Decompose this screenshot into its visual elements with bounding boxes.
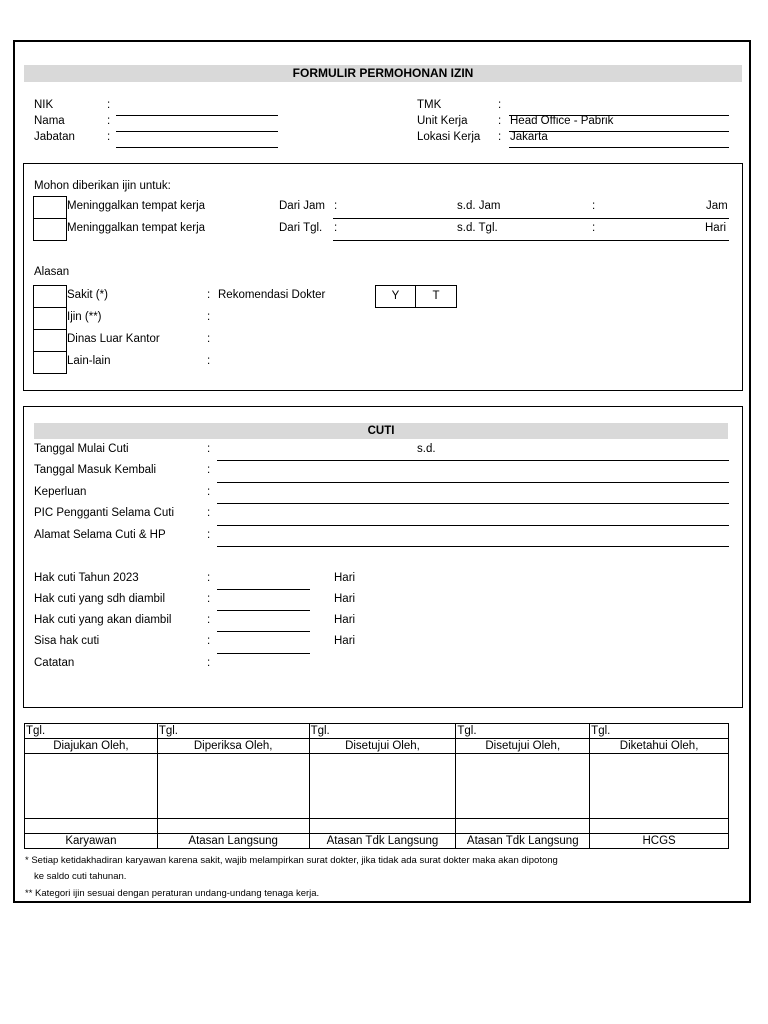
tgl-cell[interactable]: Tgl. <box>157 724 309 739</box>
table-row <box>25 834 729 849</box>
name-cell[interactable] <box>590 819 729 834</box>
sig-header: Disetujui Oleh, <box>456 739 590 754</box>
colon: : <box>107 99 111 111</box>
dari-jam-label: Dari Jam <box>279 200 326 212</box>
jam-range-field[interactable] <box>333 218 729 219</box>
nik-label: NIK <box>34 99 54 111</box>
colon: : <box>498 131 502 143</box>
sig-header: Disetujui Oleh, <box>309 739 456 754</box>
alasan-label: Alasan <box>34 266 70 278</box>
nik-field[interactable] <box>116 115 278 116</box>
colon: : <box>207 635 211 647</box>
rekomendasi-yes[interactable]: Y <box>375 285 416 308</box>
hak-cuti-label: Hak cuti Tahun 2023 <box>34 572 139 584</box>
name-cell[interactable] <box>25 819 158 834</box>
hari-label: Hari <box>334 614 356 626</box>
hak-cuti-akan-field[interactable] <box>217 631 310 632</box>
nama-label: Nama <box>34 115 65 127</box>
name-cell[interactable] <box>157 819 309 834</box>
note-1-continued: ke saldo cuti tahunan. <box>34 871 127 882</box>
signature-table <box>24 723 729 849</box>
jam-unit: Jam <box>706 200 728 212</box>
colon: : <box>498 115 502 127</box>
sd-tgl-label: s.d. Tgl. <box>457 222 498 234</box>
cuti-field-label: Tanggal Masuk Kembali <box>34 464 157 476</box>
tmk-label: TMK <box>417 99 442 111</box>
name-cell[interactable] <box>309 819 456 834</box>
colon: : <box>334 200 338 212</box>
lokasi-kerja-underline <box>509 147 729 148</box>
colon: : <box>207 529 211 541</box>
hari-label: Hari <box>334 635 356 647</box>
signature-area[interactable] <box>590 754 729 819</box>
colon: : <box>207 311 211 323</box>
unit-kerja-value[interactable]: Head Office - Pabrik <box>510 115 614 127</box>
table-row <box>25 754 729 819</box>
jabatan-label: Jabatan <box>34 131 75 143</box>
sd-label: s.d. <box>417 443 436 455</box>
colon: : <box>207 572 211 584</box>
checkbox-leave-hours[interactable] <box>33 196 67 219</box>
colon: : <box>207 614 211 626</box>
lokasi-kerja-label: Lokasi Kerja <box>417 131 481 143</box>
sisa-hak-cuti-field[interactable] <box>217 653 310 654</box>
jabatan-field[interactable] <box>116 147 278 148</box>
catatan-label: Catatan <box>34 657 75 669</box>
colon: : <box>207 355 211 367</box>
sig-header: Diketahui Oleh, <box>590 739 729 754</box>
rekomendasi-label: Rekomendasi Dokter <box>218 289 326 301</box>
sig-header: Diajukan Oleh, <box>25 739 158 754</box>
sig-header: Diperiksa Oleh, <box>157 739 309 754</box>
colon: : <box>592 200 596 212</box>
checkbox-sakit[interactable] <box>33 285 67 308</box>
hari-label: Hari <box>334 572 356 584</box>
reason-lain-lain: Lain-lain <box>67 355 111 367</box>
tanggal-masuk-field[interactable] <box>217 482 729 483</box>
tgl-cell[interactable]: Tgl. <box>456 724 590 739</box>
signature-area[interactable] <box>25 754 158 819</box>
colon: : <box>207 289 211 301</box>
reason-dinas: Dinas Luar Kantor <box>67 333 160 345</box>
checkbox-lain-lain[interactable] <box>33 351 67 374</box>
tgl-range-field[interactable] <box>333 240 729 241</box>
signature-area[interactable] <box>157 754 309 819</box>
sig-role: Atasan Tdk Langsung <box>456 834 590 849</box>
cuti-field-label: Tanggal Mulai Cuti <box>34 443 129 455</box>
sig-role: Atasan Langsung <box>157 834 309 849</box>
hak-cuti-tahun-field[interactable] <box>217 589 310 590</box>
name-cell[interactable] <box>456 819 590 834</box>
nama-field[interactable] <box>116 131 278 132</box>
izin-row-label: Meninggalkan tempat kerja <box>67 200 206 212</box>
lokasi-kerja-value[interactable]: Jakarta <box>510 131 548 143</box>
table-row <box>25 819 729 834</box>
colon: : <box>207 657 211 669</box>
alamat-field[interactable] <box>217 546 729 547</box>
sig-role: Atasan Tdk Langsung <box>309 834 456 849</box>
hak-cuti-label: Hak cuti yang sdh diambil <box>34 593 166 605</box>
table-row <box>25 739 729 754</box>
reason-sakit: Sakit (*) <box>67 289 108 301</box>
sd-jam-label: s.d. Jam <box>457 200 501 212</box>
note-1: * Setiap ketidakhadiran karyawan karena sakit, wajib melampirkan surat dokter, jika tidak ada surat dokter maka akan dipotong <box>25 855 558 866</box>
cuti-field-label: Keperluan <box>34 486 87 498</box>
colon: : <box>334 222 338 234</box>
sig-role: Karyawan <box>25 834 158 849</box>
colon: : <box>207 507 211 519</box>
colon: : <box>207 593 211 605</box>
hak-cuti-label: Sisa hak cuti <box>34 635 100 647</box>
dari-tgl-label: Dari Tgl. <box>279 222 323 234</box>
colon: : <box>107 131 111 143</box>
izin-section <box>23 163 743 391</box>
signature-area[interactable] <box>456 754 590 819</box>
colon: : <box>498 99 502 111</box>
cuti-field-label: Alamat Selama Cuti & HP <box>34 529 166 541</box>
tanggal-mulai-field[interactable] <box>217 460 729 461</box>
cuti-field-label: PIC Pengganti Selama Cuti <box>34 507 174 519</box>
sig-role: HCGS <box>590 834 729 849</box>
pic-pengganti-field[interactable] <box>217 525 729 526</box>
rekomendasi-no[interactable]: T <box>415 285 457 308</box>
unit-kerja-label: Unit Kerja <box>417 115 468 127</box>
cuti-section <box>23 406 743 708</box>
checkbox-ijin[interactable] <box>33 307 67 330</box>
izin-row-label: Meninggalkan tempat kerja <box>67 222 206 234</box>
colon: : <box>207 464 211 476</box>
tgl-cell[interactable]: Tgl. <box>590 724 729 739</box>
colon: : <box>207 333 211 345</box>
hari-label: Hari <box>334 593 356 605</box>
reason-ijin: Ijin (**) <box>67 311 102 323</box>
hari-unit: Hari <box>705 222 727 234</box>
checkbox-leave-days[interactable] <box>33 218 67 241</box>
tgl-cell[interactable]: Tgl. <box>25 724 158 739</box>
form-title: FORMULIR PERMOHONAN IZIN <box>24 65 742 82</box>
note-2: ** Kategori ijin sesuai dengan peraturan undang-undang tenaga kerja. <box>25 888 320 899</box>
colon: : <box>592 222 596 234</box>
hak-cuti-diambil-field[interactable] <box>217 610 310 611</box>
table-row <box>25 724 729 739</box>
keperluan-field[interactable] <box>217 503 729 504</box>
checkbox-dinas[interactable] <box>33 329 67 352</box>
tgl-cell[interactable]: Tgl. <box>309 724 456 739</box>
colon: : <box>207 486 211 498</box>
colon: : <box>207 443 211 455</box>
izin-intro: Mohon diberikan ijin untuk: <box>34 180 171 192</box>
colon: : <box>107 115 111 127</box>
hak-cuti-label: Hak cuti yang akan diambil <box>34 614 172 626</box>
cuti-title: CUTI <box>34 423 728 439</box>
signature-area[interactable] <box>309 754 456 819</box>
